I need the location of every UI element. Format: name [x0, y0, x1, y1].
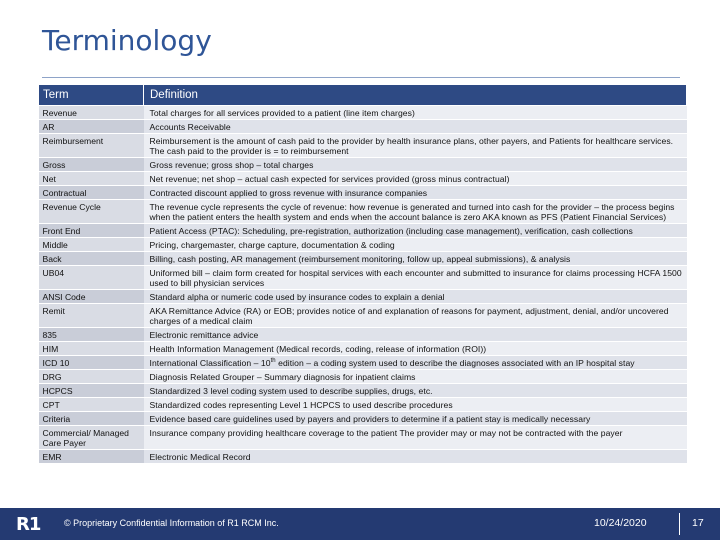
table-row: [39, 384, 687, 398]
definition-cell: Standard alpha or numeric code used by insurance codes to explain a denial: [144, 290, 687, 304]
definition-cell: Reimbursement is the amount of cash paid to the provider by health insurance plans, other payers, and Patients for healthcare services. The cash paid to the provider is = to reimbursement: [144, 134, 687, 158]
term-cell: ANSI Code: [39, 290, 144, 304]
confidential-notice: © Proprietary Confidential Information of R1 RCM Inc.: [64, 518, 279, 528]
term-cell: Gross: [39, 158, 144, 172]
page-number: 17: [692, 517, 704, 529]
definition-cell: AKA Remittance Advice (RA) or EOB; provides notice of and explanation of reasons for payment, adjustment, denial, and/or uncovered charges of a medical claim: [144, 304, 687, 328]
term-cell: ICD 10: [39, 356, 144, 370]
term-cell: HIM: [39, 342, 144, 356]
term-cell: Front End: [39, 224, 144, 238]
definition-cell: Billing, cash posting, AR management (reimbursement monitoring, follow up, appeal submissions), & analysis: [144, 252, 687, 266]
table-row: [39, 290, 687, 304]
footer-divider: [679, 513, 680, 535]
term-cell: Remit: [39, 304, 144, 328]
table-header-row: [39, 85, 687, 106]
definition-cell: Electronic Medical Record: [144, 450, 687, 464]
term-cell: 835: [39, 328, 144, 342]
definition-cell: The revenue cycle represents the cycle of revenue: how revenue is generated and turned into cash for the provider – the process begins when the patient enters the health system and ends when the account balance is zero AKA known as PFS (Patient Financial Services): [144, 200, 687, 224]
term-cell: Criteria: [39, 412, 144, 426]
table-row: [39, 186, 687, 200]
table-row: [39, 238, 687, 252]
definition-cell: Uniformed bill – claim form created for hospital services with each encounter and submitted to insurance for claims processing HCFA 1500 used to bill physician services: [144, 266, 687, 290]
term-cell: AR: [39, 120, 144, 134]
definition-cell: Electronic remittance advice: [144, 328, 687, 342]
table-row: [39, 328, 687, 342]
table-row: [39, 450, 687, 464]
table-row: [39, 200, 687, 224]
definition-cell: Net revenue; net shop – actual cash expected for services provided (gross minus contractual): [144, 172, 687, 186]
table-row: [39, 134, 687, 158]
table-row: [39, 252, 687, 266]
table-row: [39, 356, 687, 370]
r1-logo: [16, 514, 40, 535]
definition-text: edition – a coding system used to describe the diagnoses associated with an IP hospital stay: [275, 358, 635, 368]
term-cell: HCPCS: [39, 384, 144, 398]
definition-cell: Total charges for all services provided to a patient (line item charges): [144, 106, 687, 120]
term-cell: Commercial/ Managed Care Payer: [39, 426, 144, 450]
definition-cell: Insurance company providing healthcare coverage to the patient The provider may or may not be contracted with the payer: [144, 426, 687, 450]
terminology-table: [38, 84, 687, 464]
term-column-header: Term: [39, 85, 144, 106]
footer-date: 10/24/2020: [594, 517, 647, 529]
term-cell: Revenue Cycle: [39, 200, 144, 224]
term-cell: Net: [39, 172, 144, 186]
table-row: [39, 158, 687, 172]
footer-bar: [0, 508, 720, 540]
definition-cell: Standardized codes representing Level 1 HCPCS to used describe procedures: [144, 398, 687, 412]
table-row: [39, 342, 687, 356]
term-cell: Contractual: [39, 186, 144, 200]
definition-cell: Standardized 3 level coding system used to describe supplies, drugs, etc.: [144, 384, 687, 398]
definition-column-header: Definition: [144, 85, 687, 106]
table-row: [39, 106, 687, 120]
definition-cell: [144, 356, 687, 370]
term-cell: Middle: [39, 238, 144, 252]
table-row: [39, 224, 687, 238]
definition-cell: Evidence based care guidelines used by payers and providers to determine if a patient stay is medically necessary: [144, 412, 687, 426]
table-row: [39, 172, 687, 186]
definition-cell: Accounts Receivable: [144, 120, 687, 134]
terminology-table-container: [38, 84, 686, 464]
term-cell: DRG: [39, 370, 144, 384]
definition-cell: Diagnosis Related Grouper – Summary diagnosis for inpatient claims: [144, 370, 687, 384]
ordinal-suffix: th: [270, 358, 276, 365]
term-cell: CPT: [39, 398, 144, 412]
term-cell: UB04: [39, 266, 144, 290]
term-cell: Reimbursement: [39, 134, 144, 158]
definition-cell: Patient Access (PTAC): Scheduling, pre-registration, authorization (including case management), verification, cash collections: [144, 224, 687, 238]
term-cell: Back: [39, 252, 144, 266]
definition-cell: Contracted discount applied to gross revenue with insurance companies: [144, 186, 687, 200]
table-row: [39, 412, 687, 426]
title-divider: [42, 77, 680, 78]
logo-text: R1: [16, 514, 41, 535]
table-row: [39, 398, 687, 412]
term-cell: Revenue: [39, 106, 144, 120]
definition-cell: Health Information Management (Medical records, coding, release of information (ROI)): [144, 342, 687, 356]
definition-cell: Pricing, chargemaster, charge capture, documentation & coding: [144, 238, 687, 252]
table-row: [39, 426, 687, 450]
table-row: [39, 370, 687, 384]
table-row: [39, 304, 687, 328]
definition-text: International Classification – 10: [149, 358, 271, 368]
slide-title: Terminology: [42, 24, 212, 57]
definition-cell: Gross revenue; gross shop – total charges: [144, 158, 687, 172]
term-cell: EMR: [39, 450, 144, 464]
table-row: [39, 266, 687, 290]
table-row: [39, 120, 687, 134]
